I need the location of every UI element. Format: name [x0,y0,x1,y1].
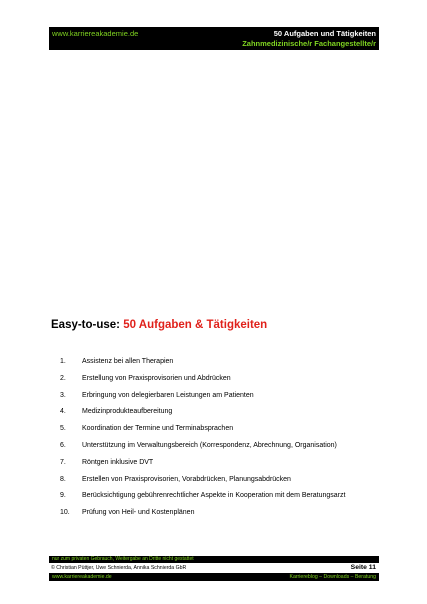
list-item-text: Erstellen von Praxisprovisorien, Vorabdrücken, Planungsabdrücken [82,475,291,483]
header-website-link[interactable]: www.karriereakademie.de [52,29,139,38]
list-item [51,408,381,425]
list-item-text: Assistenz bei allen Therapien [82,358,174,365]
list-item-number: 5. [60,425,66,433]
page-number: Seite 11 [350,564,376,571]
list-item-text: Erbringung von delegierbaren Leistungen am Patienten [82,391,254,399]
list-item [51,425,381,442]
section-title [51,319,267,331]
list-item [51,509,381,526]
section-title-highlight: 50 Aufgaben & Tätigkeiten [123,319,268,331]
list-item [51,392,381,409]
page-footer [49,556,379,581]
page-header [49,27,379,50]
footer-website-link[interactable]: www.karriereakademie.de [52,574,112,580]
list-item-number: 2. [60,374,66,382]
footer-bar [49,574,379,581]
list-item [51,459,381,476]
list-item [51,492,381,509]
list-item-text: Berücksichtigung gebührenrechtlicher Aspekte in Kooperation mit dem Beratungsarzt [82,492,346,500]
list-item-text: Röntgen inklusive DVT [82,458,154,466]
list-item [51,375,381,392]
list-item-number: 7. [60,458,66,466]
list-item-text: Unterstützung im Verwaltungsbereich (Korrespondenz, Abrechnung, Organisation) [82,441,337,449]
list-item [51,442,381,459]
copyright-text: © Christian Püttjer, Uwe Schnierda, Annika Schnierda GbR [51,565,187,571]
list-item-number: 8. [60,475,66,483]
list-item-number: 10. [60,509,70,517]
list-item [51,476,381,493]
footer-nav-links[interactable]: Karriereblog – Downloads – Beratung [289,574,376,580]
task-list [51,358,381,526]
list-item-text: Prüfung von Heil- und Kostenplänen [82,509,195,517]
list-item-number: 3. [60,391,66,399]
list-item-number: 9. [60,492,66,500]
list-item-number: 4. [60,408,66,416]
footer-info-row [49,563,379,574]
list-item-text: Koordination der Termine und Terminabsprachen [82,425,234,433]
list-item-text: Medizinprodukteaufbereitung [82,408,173,416]
list-item-number: 6. [60,441,66,449]
list-item-number: 1. [60,358,66,365]
usage-note: nur zum privaten Gebrauch, Weitergabe an Dritte nicht gestattet [49,556,379,563]
section-title-prefix: Easy-to-use: [51,319,124,331]
list-item [51,358,381,375]
header-title: 50 Aufgaben und Tätigkeiten [273,29,376,38]
header-subtitle: Zahnmedizinische/r Fachangestellte/r [242,39,376,48]
list-item-text: Erstellung von Praxisprovisorien und Abdrücken [82,374,231,382]
